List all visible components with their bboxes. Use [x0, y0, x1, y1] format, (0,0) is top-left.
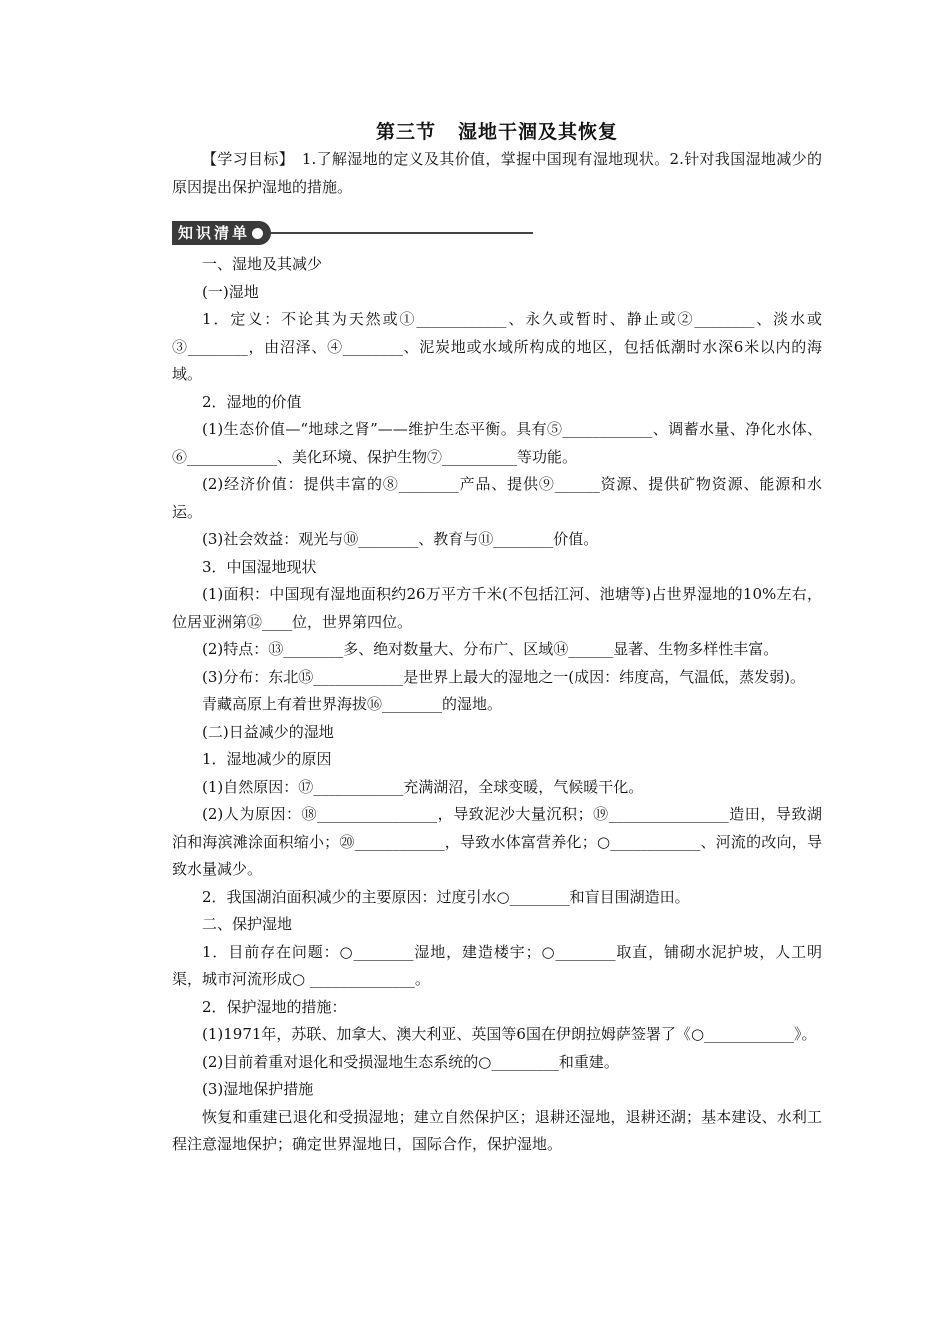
- body-paragraph: (3)社会效益：观光与⑩________、教育与⑪________价值。: [202, 530, 599, 548]
- body-paragraph: 恢复和重建已退化和受损湿地；建立自然保护区；退耕还湿地，退耕还湖；基本建设、水利工程注意湿地保护；确定世界湿地日，国际合作，保护湿地。: [172, 1107, 822, 1153]
- title-topic: 湿地干涸及其恢复: [458, 121, 619, 143]
- document-body: [172, 251, 822, 1159]
- body-paragraph: 一、湿地及其减少: [202, 255, 323, 273]
- body-paragraph: (1)1971年，苏联、加拿大、澳大利亚、英国等6国在伊朗拉姆萨签署了《○____________》。: [202, 1025, 817, 1043]
- body-paragraph: 青藏高原上有着世界海拔⑯________的湿地。: [202, 695, 503, 713]
- body-paragraph: 二、保护湿地: [202, 915, 293, 933]
- body-paragraph: 2．湿地的价值: [202, 392, 302, 411]
- body-paragraph: 1．定义：不论其为天然或①____________、永久或暂时、静止或②________、淡水或③________，由沼泽、④________、泥炭地或水域所构成的地区，包括低潮时水深6米以内的海域。: [172, 310, 822, 383]
- knowledge-list-header: [172, 221, 822, 245]
- body-paragraph: (1)自然原因：⑰____________充满湖沼，全球变暖，气候暖干化。: [202, 777, 644, 796]
- body-paragraph: (二)日益减少的湿地: [202, 722, 334, 741]
- body-paragraph: (1)面积：中国现有湿地面积约26万平方千米(不包括江河、池塘等)占世界湿地的10%左右，位居亚洲第⑫____位，世界第四位。: [172, 585, 822, 631]
- objectives-label: 【学习目标】: [202, 150, 287, 168]
- body-paragraph: (3)分布：东北⑮____________是世界上最大的湿地之一(成因：纬度高，气温低，蒸发弱)。: [202, 667, 805, 686]
- body-paragraph: (一)湿地: [202, 282, 259, 301]
- body-paragraph: (2)目前着重对退化和受损湿地生态系统的○_________和重建。: [202, 1052, 619, 1071]
- body-paragraph: (2)经济价值：提供丰富的⑧________产品、提供⑨______资源、提供矿物资源、能源和水运。: [172, 475, 822, 521]
- body-paragraph: 2．保护湿地的措施：: [202, 997, 347, 1016]
- body-paragraph: 2．我国湖泊面积减少的主要原因：过度引水○________和盲目围湖造田。: [202, 887, 690, 906]
- page-title: [172, 118, 822, 146]
- body-paragraph: (2)人为原因：⑱________________，导致泥沙大量沉积；⑲________________造田，导致湖泊和海滨滩涂面积缩小；⑳____________，导致水体富营养化；○____________、河流的改向，导致水量减少。: [172, 805, 822, 878]
- section-tag: [172, 221, 271, 245]
- body-paragraph: 1．湿地减少的原因: [202, 750, 332, 768]
- body-paragraph: 3．中国湿地现状: [202, 557, 317, 576]
- title-section-number: 第三节: [375, 121, 436, 143]
- document-page: [172, 118, 822, 1159]
- body-paragraph: (1)生态价值—“地球之肾”——维护生态平衡。具有⑤____________、调蓄水量、净化水体、⑥____________、美化环境、保护生物⑦__________等功能。: [172, 420, 822, 466]
- body-paragraph: (2)特点：⑬________多、绝对数量大、分布广、区域⑭______显著、生物多样性丰富。: [202, 640, 779, 658]
- section-tag-label: 知识清单: [178, 224, 251, 242]
- objectives-text: 1.了解湿地的定义及其价值，掌握中国现有湿地现状。2.针对我国湿地减少的原因提出保护湿地的措施。: [172, 150, 822, 196]
- learning-objectives: [172, 146, 822, 201]
- section-divider-line: [271, 232, 533, 234]
- body-paragraph: 1．目前存在问题：○________湿地，建造楼宇；○________取直，铺砌水泥护坡，人工明渠，城市河流形成○ ______________。: [172, 942, 822, 988]
- body-paragraph: (3)湿地保护措施: [202, 1080, 314, 1098]
- bullet-dot-icon: [252, 228, 263, 239]
